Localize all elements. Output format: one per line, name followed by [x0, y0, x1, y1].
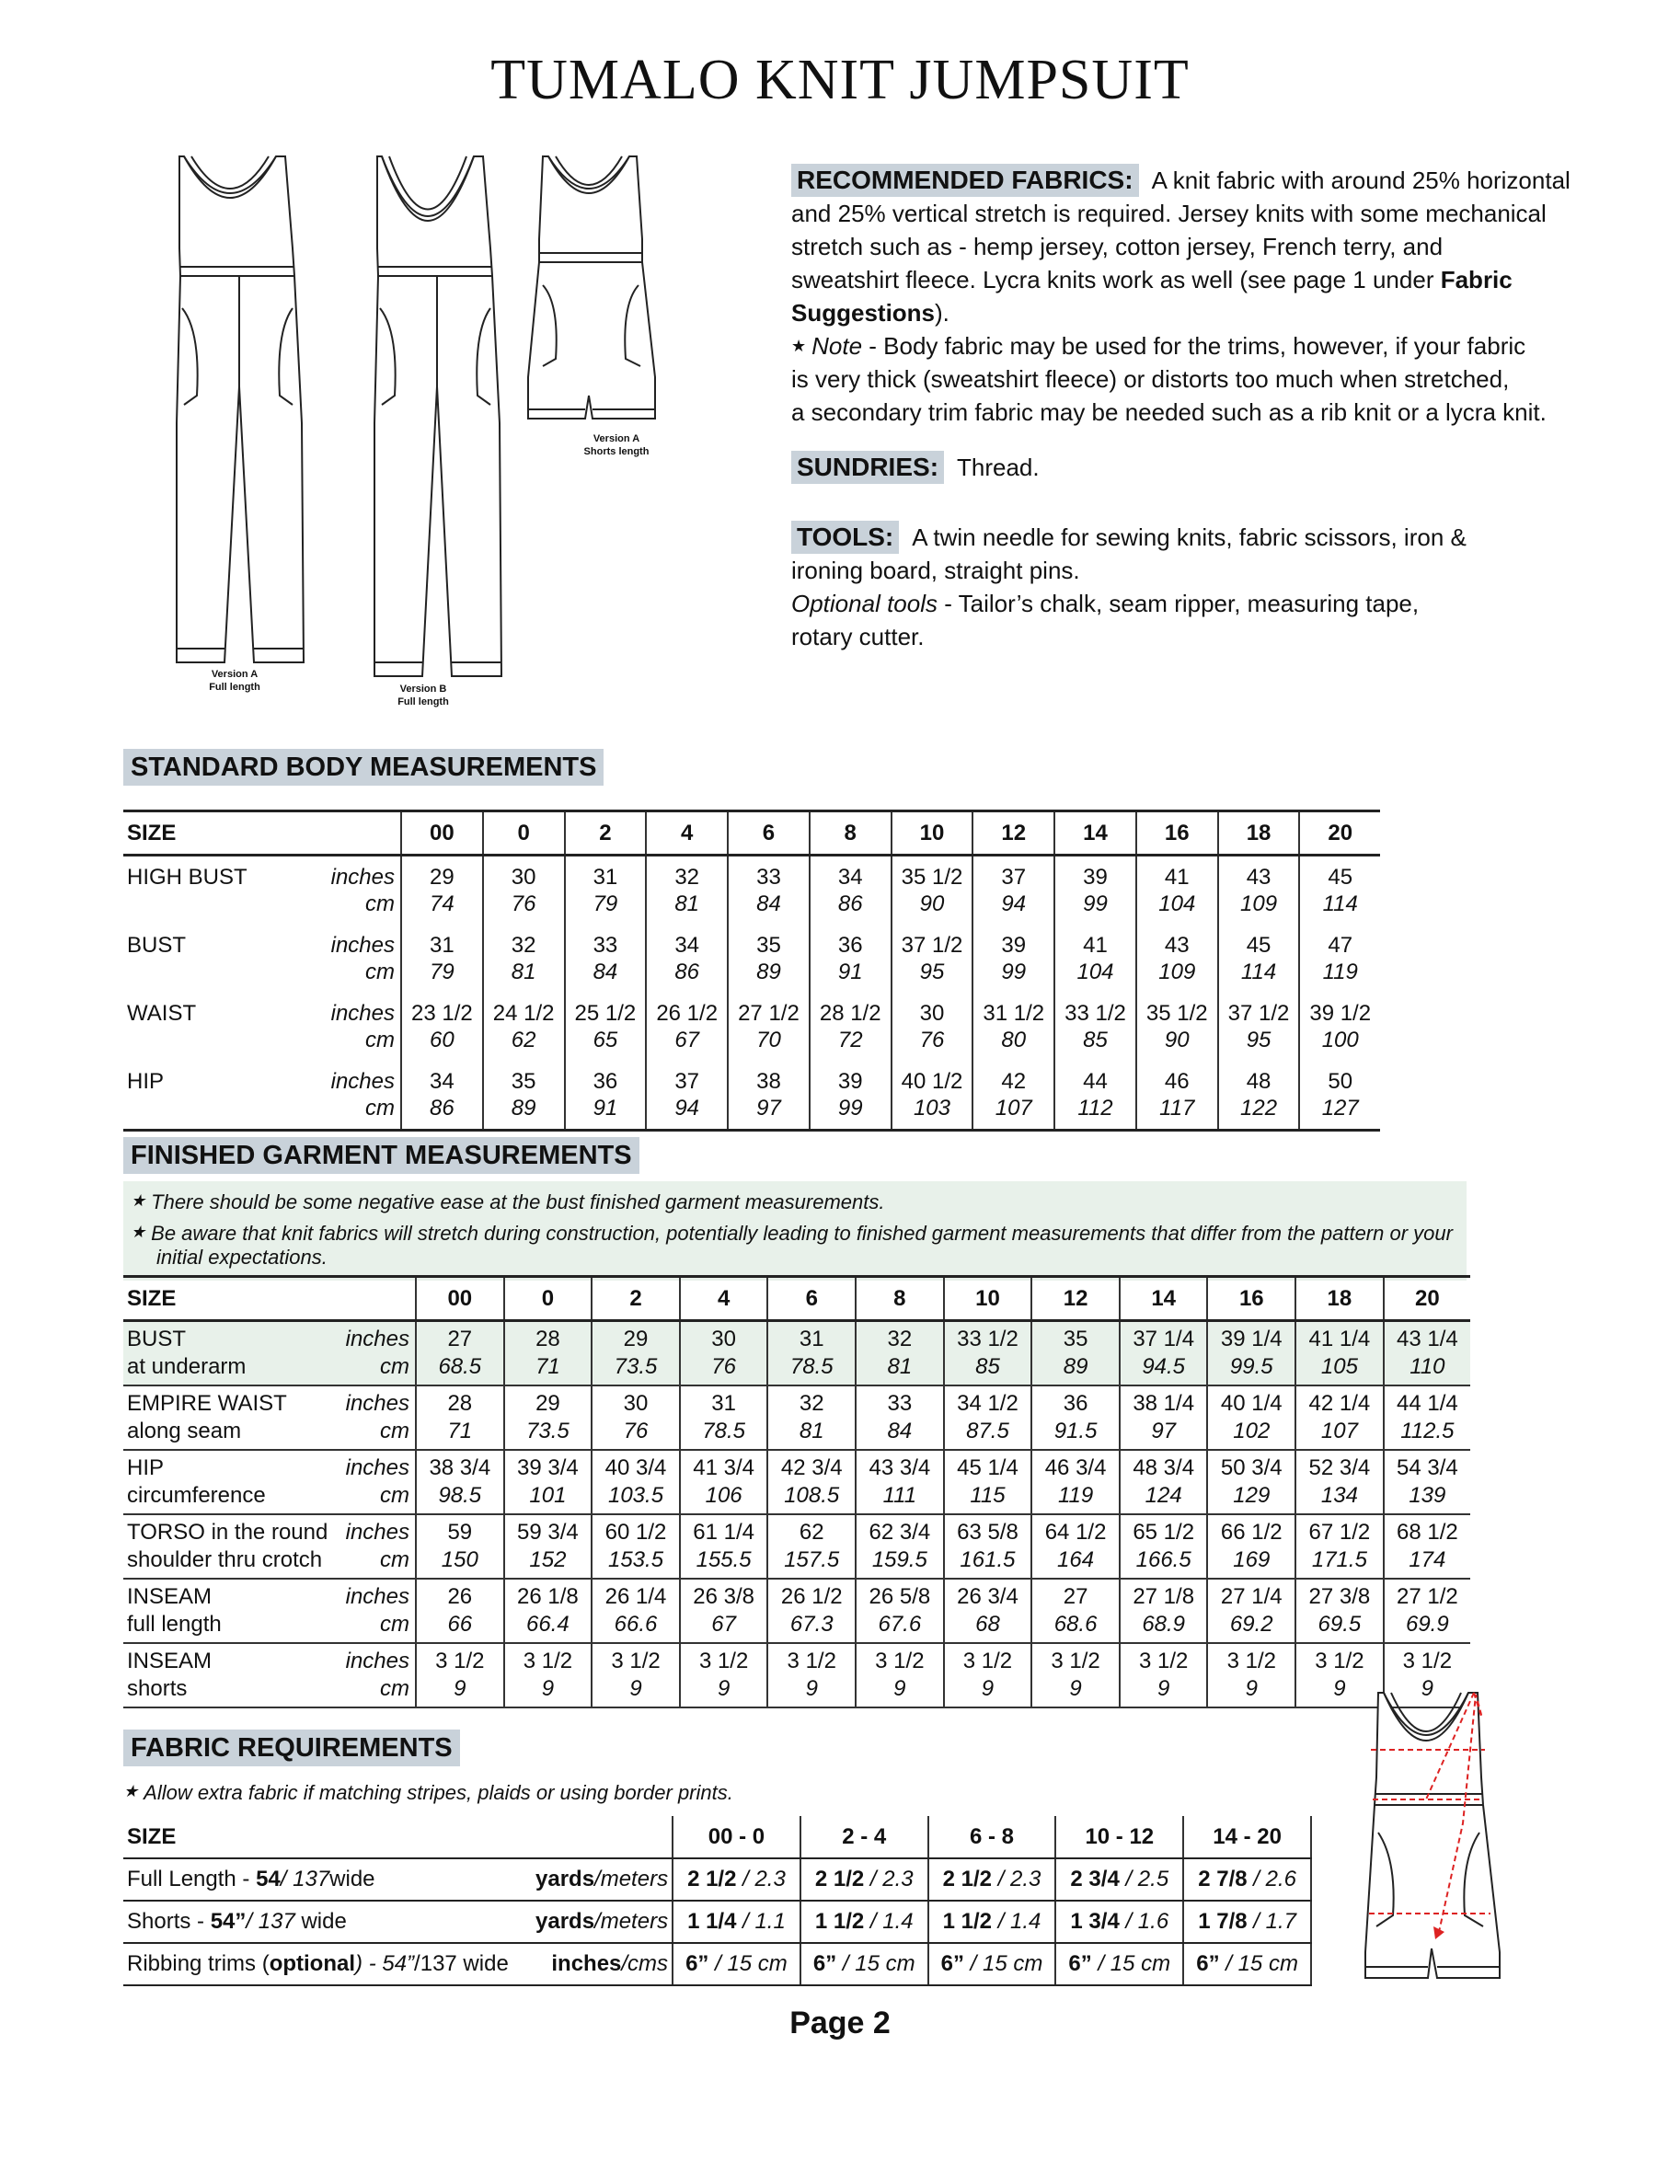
value-cell: 33 84	[728, 856, 810, 925]
value-cell: 34 86	[401, 1061, 483, 1131]
unit-cell: inches cm	[331, 1321, 416, 1386]
value-cell: 33 84	[856, 1385, 944, 1450]
value-cell: 41 104	[1136, 856, 1218, 925]
value-cell: 36 91	[565, 1061, 647, 1131]
value-cell: 50 127	[1299, 1061, 1380, 1131]
size-col-header: 00	[416, 1277, 504, 1321]
value-cell: 37 94	[646, 1061, 728, 1131]
value-cell: 37 1/4 94.5	[1120, 1321, 1208, 1386]
value-cell: 43 109	[1136, 925, 1218, 993]
value-cell: 31 78.5	[680, 1385, 768, 1450]
value-cell: 37 94	[972, 856, 1054, 925]
value-cell: 2 1/2 / 2.3	[673, 1858, 800, 1901]
recommended-fabrics: RECOMMENDED FABRICS: A knit fabric with around 25% horizontal and 25% vertical stretch is required. Jersey knits with some mechanical stretch such as - hemp jersey, cotton jersey, French terry, and sweatshirt fleece. Lycra knits work as well (see page 1 under Fabric Suggestions). ★ Note - Body fabric may be used for the trims, however, if your fabric is very thick (sweatshirt fleece) or distorts too much when stretched, a secondary trim fabric may be needed such as a rib knit or a lycra knit.	[791, 166, 1571, 426]
value-cell: 42 3/4 108.5	[767, 1450, 856, 1514]
value-cell: 30 76	[892, 993, 973, 1061]
row-label: BUST	[127, 933, 187, 958]
value-cell: 35 89	[728, 925, 810, 993]
size-col-header: 16	[1136, 811, 1218, 856]
value-cell: 2 3/4 / 2.5	[1055, 1858, 1183, 1901]
standard-heading: STANDARD BODY MEASUREMENTS	[123, 749, 604, 786]
sundries-label: SUNDRIES:	[791, 451, 944, 484]
value-cell: 37 1/2 95	[1218, 993, 1300, 1061]
value-cell: 27 1/2 70	[728, 993, 810, 1061]
size-col-header: 10	[944, 1277, 1032, 1321]
table-row	[123, 925, 1380, 993]
value-cell: 3 1/2 9	[1384, 1643, 1470, 1707]
fabric-requirements-table	[123, 1816, 1312, 1986]
value-cell: 43 1/4 110	[1384, 1321, 1470, 1386]
fabric-req-heading: FABRIC REQUIREMENTS	[123, 1730, 460, 1766]
size-col-header: 20	[1384, 1277, 1470, 1321]
value-cell: 43 109	[1218, 856, 1300, 925]
sketch-version-a-shorts	[528, 156, 655, 419]
value-cell: 31 79	[401, 925, 483, 993]
value-cell: 6” / 15 cm	[800, 1943, 928, 1985]
value-cell: 6” / 15 cm	[928, 1943, 1056, 1985]
value-cell: 45 114	[1218, 925, 1300, 993]
value-cell: 6” / 15 cm	[1055, 1943, 1183, 1985]
value-cell: 6” / 15 cm	[673, 1943, 800, 1985]
row-label: EMPIRE WAIST along seam	[123, 1385, 331, 1450]
value-cell: 27 3/8 69.5	[1295, 1579, 1384, 1643]
value-cell: 67 1/2 171.5	[1295, 1514, 1384, 1579]
size-col-header: 6 - 8	[928, 1816, 1056, 1858]
table-row	[123, 1514, 1470, 1579]
value-cell: 27 1/4 69.2	[1207, 1579, 1295, 1643]
measurement-diagram	[1352, 1685, 1536, 1989]
unit-cell: inches/cms	[535, 1943, 673, 1985]
value-cell: 3 1/2 9	[1207, 1643, 1295, 1707]
value-cell: 26 1/4 66.6	[592, 1579, 680, 1643]
size-header: SIZE	[123, 1277, 416, 1321]
row-label: INSEAM full length	[123, 1579, 331, 1643]
value-cell: 39 99	[972, 925, 1054, 993]
size-col-header: 10 - 12	[1055, 1816, 1183, 1858]
value-cell: 30 76	[680, 1321, 768, 1386]
row-label: BUST at underarm	[123, 1321, 331, 1386]
value-cell: 45 114	[1299, 856, 1380, 925]
unit-cell: inches cm	[330, 865, 395, 916]
unit-cell: yards/meters	[535, 1901, 673, 1943]
value-cell: 35 89	[1031, 1321, 1120, 1386]
value-cell: 1 7/8 / 1.7	[1183, 1901, 1311, 1943]
sketch-version-a-full	[177, 156, 304, 662]
sketch-version-b-full	[374, 156, 501, 676]
value-cell: 27 1/2 69.9	[1384, 1579, 1470, 1643]
size-col-header: 20	[1299, 811, 1380, 856]
value-cell: 30 76	[483, 856, 565, 925]
page-title: TUMALO KNIT JUMPSUIT	[490, 49, 1190, 111]
table-row	[123, 1943, 1311, 1985]
size-col-header: 2 - 4	[800, 1816, 928, 1858]
size-col-header: 14	[1120, 1277, 1208, 1321]
value-cell: 27 68.5	[416, 1321, 504, 1386]
value-cell: 41 3/4 106	[680, 1450, 768, 1514]
value-cell: 3 1/2 9	[944, 1643, 1032, 1707]
table-row	[123, 1321, 1470, 1386]
table-row	[123, 993, 1380, 1061]
value-cell: 31 1/2 80	[972, 993, 1054, 1061]
value-cell: 3 1/2 9	[1031, 1643, 1120, 1707]
value-cell: 31 79	[565, 856, 647, 925]
value-cell: 34 86	[646, 925, 728, 993]
sketch-caption-a-full: Version A Full length	[209, 669, 260, 693]
value-cell: 39 99	[810, 1061, 892, 1131]
value-cell: 37 1/2 95	[892, 925, 973, 993]
row-label: WAIST	[127, 1001, 197, 1026]
value-cell: 26 1/2 67	[646, 993, 728, 1061]
value-cell: 36 91	[810, 925, 892, 993]
value-cell: 44 112	[1054, 1061, 1136, 1131]
value-cell: 62 157.5	[767, 1514, 856, 1579]
value-cell: 66 1/2 169	[1207, 1514, 1295, 1579]
size-header: SIZE	[123, 1816, 673, 1858]
star-icon: ★	[123, 1782, 139, 1800]
size-col-header: 0	[504, 1277, 593, 1321]
value-cell: 3 1/2 9	[1295, 1643, 1384, 1707]
value-cell: 26 66	[416, 1579, 504, 1643]
size-col-header: 00 - 0	[673, 1816, 800, 1858]
value-cell: 3 1/2 9	[856, 1643, 944, 1707]
value-cell: 32 81	[767, 1385, 856, 1450]
value-cell: 39 1/2 100	[1299, 993, 1380, 1061]
value-cell: 64 1/2 164	[1031, 1514, 1120, 1579]
size-col-header: 18	[1295, 1277, 1384, 1321]
value-cell: 28 71	[416, 1385, 504, 1450]
value-cell: 63 5/8 161.5	[944, 1514, 1032, 1579]
finished-heading: FINISHED GARMENT MEASUREMENTS	[123, 1137, 639, 1174]
value-cell: 35 1/2 90	[892, 856, 973, 925]
value-cell: 1 1/2 / 1.4	[928, 1901, 1056, 1943]
size-col-header: 4	[646, 811, 728, 856]
value-cell: 33 1/2 85	[1054, 993, 1136, 1061]
value-cell: 29 73.5	[592, 1321, 680, 1386]
row-label: HIP	[123, 1061, 316, 1131]
size-col-header: 14 - 20	[1183, 1816, 1311, 1858]
value-cell: 33 1/2 85	[944, 1321, 1032, 1386]
value-cell: 32 81	[646, 856, 728, 925]
page-number: Page 2	[789, 2006, 891, 2040]
value-cell: 34 86	[810, 856, 892, 925]
sketch-caption-a-shorts: Version A Shorts length	[583, 433, 650, 457]
value-cell: 29 73.5	[504, 1385, 593, 1450]
value-cell: 26 3/8 67	[680, 1579, 768, 1643]
value-cell: 32 81	[483, 925, 565, 993]
value-cell: 35 89	[483, 1061, 565, 1131]
value-cell: 6” / 15 cm	[1183, 1943, 1311, 1985]
value-cell: 33 84	[565, 925, 647, 993]
size-header: SIZE	[123, 811, 401, 856]
value-cell: 29 74	[401, 856, 483, 925]
value-cell: 27 1/8 68.9	[1120, 1579, 1208, 1643]
row-label: HIGH BUST	[127, 865, 247, 890]
row-label: TORSO in the round shoulder thru crotch	[123, 1514, 331, 1579]
value-cell: 48 3/4 124	[1120, 1450, 1208, 1514]
size-col-header: 00	[401, 811, 483, 856]
value-cell: 47 119	[1299, 925, 1380, 993]
finished-notes: ★ There should be some negative ease at the bust finished garment measurements. ★ Be aware that knit fabrics will stretch during construction, potentially leading to finished garment measurements that differ from the pattern or your initial expectations.	[123, 1181, 1467, 1281]
value-cell: 44 1/4 112.5	[1384, 1385, 1470, 1450]
value-cell: 26 5/8 67.6	[856, 1579, 944, 1643]
fabric-req-note: ★ Allow extra fabric if matching stripes, plaids or using border prints.	[123, 1781, 733, 1804]
value-cell: 65 1/2 166.5	[1120, 1514, 1208, 1579]
value-cell: 54 3/4 139	[1384, 1450, 1470, 1514]
value-cell: 32 81	[856, 1321, 944, 1386]
value-cell: 46 117	[1136, 1061, 1218, 1131]
value-cell: 1 3/4 / 1.6	[1055, 1901, 1183, 1943]
value-cell: 26 1/8 66.4	[504, 1579, 593, 1643]
size-col-header: 6	[767, 1277, 856, 1321]
value-cell: 41 104	[1054, 925, 1136, 993]
value-cell: 1 1/4 / 1.1	[673, 1901, 800, 1943]
row-label: INSEAM shorts	[123, 1643, 331, 1707]
value-cell: 62 3/4 159.5	[856, 1514, 944, 1579]
table-row	[123, 1061, 1380, 1131]
unit-cell: inches cm	[331, 1450, 416, 1514]
value-cell: 68 1/2 174	[1384, 1514, 1470, 1579]
star-icon: ★	[791, 337, 807, 355]
value-cell: 43 3/4 111	[856, 1450, 944, 1514]
value-cell: 59 150	[416, 1514, 504, 1579]
unit-cell: inches cm	[331, 1514, 416, 1579]
size-col-header: 2	[592, 1277, 680, 1321]
value-cell: 39 1/4 99.5	[1207, 1321, 1295, 1386]
value-cell: 50 3/4 129	[1207, 1450, 1295, 1514]
table-row	[123, 1643, 1470, 1707]
size-col-header: 16	[1207, 1277, 1295, 1321]
value-cell: 39 99	[1054, 856, 1136, 925]
tools: TOOLS: A twin needle for sewing knits, fabric scissors, iron & ironing board, straight pins. Optional tools - Tailor’s chalk, seam ripper, measuring tape, rotary cutter.	[791, 523, 1467, 650]
unit-cell: yards/meters	[535, 1858, 673, 1901]
finished-measurements-table	[123, 1275, 1470, 1708]
value-cell: 38 3/4 98.5	[416, 1450, 504, 1514]
value-cell: 41 1/4 105	[1295, 1321, 1384, 1386]
row-label: Full Length - 54/ 137wide	[123, 1858, 535, 1901]
sundries: SUNDRIES: Thread.	[791, 451, 1619, 484]
value-cell: 38 1/4 97	[1120, 1385, 1208, 1450]
size-col-header: 2	[565, 811, 647, 856]
value-cell: 30 76	[592, 1385, 680, 1450]
fabrics-label: RECOMMENDED FABRICS:	[791, 164, 1139, 197]
value-cell: 42 1/4 107	[1295, 1385, 1384, 1450]
value-cell: 27 68.6	[1031, 1579, 1120, 1643]
table-row	[123, 1450, 1470, 1514]
table-row	[123, 1385, 1470, 1450]
value-cell: 3 1/2 9	[680, 1643, 768, 1707]
size-col-header: 4	[680, 1277, 768, 1321]
star-icon: ★	[131, 1191, 146, 1210]
value-cell: 23 1/2 60	[401, 993, 483, 1061]
value-cell: 2 1/2 / 2.3	[928, 1858, 1056, 1901]
value-cell: 24 1/2 62	[483, 993, 565, 1061]
value-cell: 45 1/4 115	[944, 1450, 1032, 1514]
value-cell: 61 1/4 155.5	[680, 1514, 768, 1579]
sketch-caption-b-full: Version B Full length	[397, 684, 449, 707]
value-cell: 26 1/2 67.3	[767, 1579, 856, 1643]
value-cell: 35 1/2 90	[1136, 993, 1218, 1061]
table-row	[123, 1579, 1470, 1643]
size-col-header: 18	[1218, 811, 1300, 856]
row-label: Ribbing trims (optional) - 54”/137 wide	[123, 1943, 535, 1985]
value-cell: 52 3/4 134	[1295, 1450, 1384, 1514]
value-cell: 60 1/2 153.5	[592, 1514, 680, 1579]
value-cell: 3 1/2 9	[504, 1643, 593, 1707]
size-col-header: 12	[972, 811, 1054, 856]
value-cell: 3 1/2 9	[1120, 1643, 1208, 1707]
value-cell: 34 1/2 87.5	[944, 1385, 1032, 1450]
value-cell: 26 3/4 68	[944, 1579, 1032, 1643]
row-label: HIP circumference	[123, 1450, 331, 1514]
table-row	[123, 1901, 1311, 1943]
unit-cell: inches cm	[331, 1579, 416, 1643]
size-col-header: 12	[1031, 1277, 1120, 1321]
value-cell: 59 3/4 152	[504, 1514, 593, 1579]
value-cell: 3 1/2 9	[416, 1643, 504, 1707]
standard-measurements-table	[123, 810, 1380, 1132]
value-cell: 3 1/2 9	[767, 1643, 856, 1707]
value-cell: 31 78.5	[767, 1321, 856, 1386]
value-cell: 40 1/4 102	[1207, 1385, 1295, 1450]
value-cell: 39 3/4 101	[504, 1450, 593, 1514]
value-cell: 40 1/2 103	[892, 1061, 973, 1131]
value-cell: 38 97	[728, 1061, 810, 1131]
value-cell: 40 3/4 103.5	[592, 1450, 680, 1514]
value-cell: 28 71	[504, 1321, 593, 1386]
value-cell: 42 107	[972, 1061, 1054, 1131]
unit-cell: inches cm	[331, 1643, 416, 1707]
size-col-header: 6	[728, 811, 810, 856]
unit-cell: inches cm	[330, 1001, 395, 1052]
value-cell: 3 1/2 9	[592, 1643, 680, 1707]
value-cell: 28 1/2 72	[810, 993, 892, 1061]
tools-label: TOOLS:	[791, 521, 899, 554]
size-col-header: 8	[810, 811, 892, 856]
size-col-header: 10	[892, 811, 973, 856]
value-cell: 1 1/2 / 1.4	[800, 1901, 928, 1943]
value-cell: 2 1/2 / 2.3	[800, 1858, 928, 1901]
table-row	[123, 1858, 1311, 1901]
value-cell: 36 91.5	[1031, 1385, 1120, 1450]
value-cell: 46 3/4 119	[1031, 1450, 1120, 1514]
row-label: Shorts - 54”/ 137 wide	[123, 1901, 535, 1943]
star-icon: ★	[131, 1223, 146, 1241]
value-cell: 2 7/8 / 2.6	[1183, 1858, 1311, 1901]
unit-cell: inches cm	[330, 933, 395, 984]
value-cell: 48 122	[1218, 1061, 1300, 1131]
value-cell: 25 1/2 65	[565, 993, 647, 1061]
table-row	[123, 856, 1380, 925]
size-col-header: 14	[1054, 811, 1136, 856]
size-col-header: 8	[856, 1277, 944, 1321]
unit-cell: inches cm	[316, 1061, 401, 1131]
size-col-header: 0	[483, 811, 565, 856]
unit-cell: inches cm	[331, 1385, 416, 1450]
